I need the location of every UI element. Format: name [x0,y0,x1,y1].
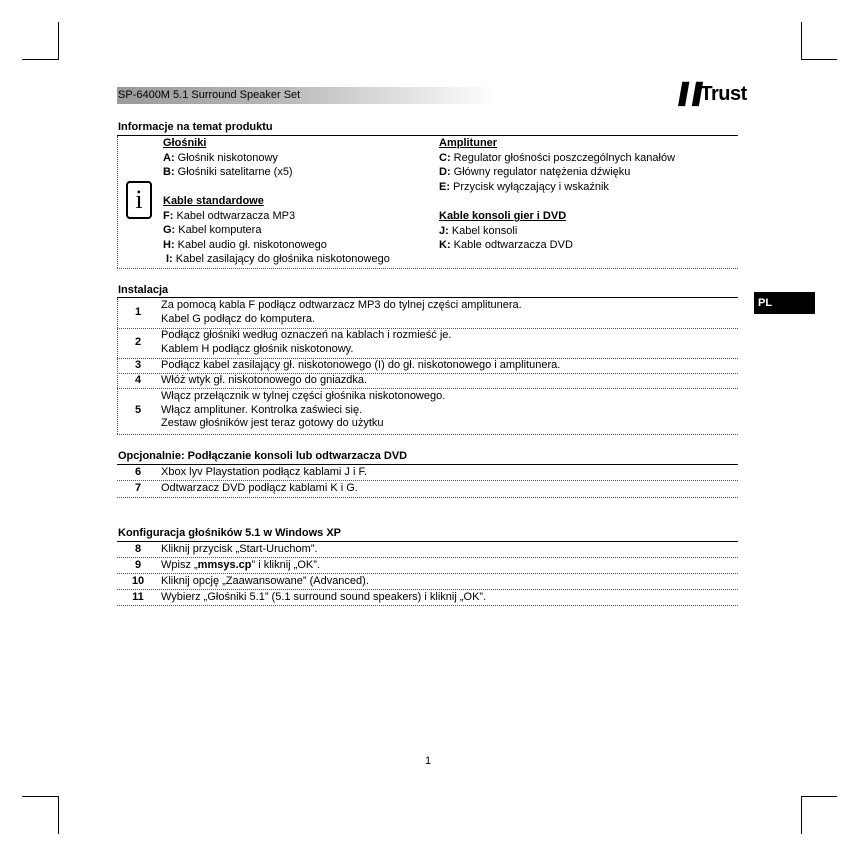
table-row [117,543,738,557]
step-number: 8 [134,543,142,555]
info-icon: i [126,181,152,219]
list-item: A: Głośnik niskotonowy [163,151,278,164]
step-number: 4 [134,374,142,386]
table-row [117,591,738,605]
speakers-list [163,136,293,180]
crop-mark [58,796,59,834]
row-separator [117,573,738,574]
step-number: 3 [134,359,142,371]
language-tab: PL [754,292,815,314]
list-item: K: Kable odtwarzacza DVD [439,239,573,251]
speakers-heading: Głośniki [163,137,207,149]
step-number: 5 [134,404,142,416]
row-separator [117,268,738,269]
step-number: 10 [131,575,145,587]
step-number: 9 [134,559,142,571]
step-text: Podłącz kabel zasilający gł. niskotonowego (I) do gł. niskotonowego i amplitunera. [161,359,561,371]
page-number: 1 [425,755,432,767]
row-separator [117,589,738,590]
step-text: Włóż wtyk gł. niskotonowego do gniazdka. [161,374,368,386]
config-title: Konfiguracja głośników 5.1 w Windows XP [118,527,341,539]
crop-mark [801,796,802,834]
row-separator [117,557,738,558]
table-row [117,390,738,432]
section-border [117,136,119,268]
row-separator [117,497,738,498]
cables-list [163,194,390,267]
trust-logo: ▐▐Trust [671,83,747,105]
crop-mark [22,59,59,60]
step-text: Xbox lyv Playstation podłącz kablami J i F. [161,466,368,478]
step-number: 6 [134,466,142,478]
step-text: Podłącz głośniki według oznaczeń na kablach i rozmieść je. Kablem H podłącz głośnik niskotonowy. [161,329,452,355]
cables-heading: Kable standardowe [163,195,264,207]
table-row [117,374,738,388]
step-text: Włącz przełącznik w tylnej części głośnika niskotonowego. Włącz amplituner. Kontrolka zaświeci się. Zestaw głośników jest teraz gotowy do użytku [161,390,446,429]
list-item: E: Przycisk wyłączający i wskaźnik [439,180,609,193]
step-number: 1 [134,306,142,318]
row-separator [117,434,738,435]
step-text: Wpisz „mmsys.cp” i kliknij „OK”. [161,559,320,571]
crop-mark [58,22,59,60]
crop-mark [801,22,802,60]
list-item: F: Kabel odtwarzacza MP3 [163,209,296,222]
table-row [117,359,738,373]
table-row [117,575,738,589]
row-separator [117,605,738,606]
list-item: H: Kabel audio gł. niskotonowego [163,238,327,251]
table-row [117,466,738,480]
amplifier-list [439,136,675,194]
list-item: G: Kabel komputera [163,224,262,236]
list-item: I: Kabel zasilający do głośnika niskotonowego [166,253,390,265]
step-text: Wybierz „Głośniki 5.1” (5.1 surround sound speakers) i kliknij „OK”. [161,591,487,603]
step-text: Za pomocą kabla F podłącz odtwarzacz MP3 do tylnej części amplitunera. Kabel G podłącz do komputera. [161,299,522,325]
document-title: SP-6400M 5.1 Surround Speaker Set [118,89,301,101]
step-number: 2 [134,336,142,348]
optional-title: Opcjonalnie: Podłączanie konsoli lub odtwarzacza DVD [118,450,408,462]
crop-mark [801,59,837,60]
list-item: B: Głośniki satelitarne (x5) [163,166,293,178]
step-number: 7 [134,482,142,494]
table-row [117,559,738,573]
section-rule [117,464,738,465]
list-item: C: Regulator głośności poszczególnych kanałów [439,151,676,164]
step-text: Kliknij opcję „Zaawansowane” (Advanced). [161,575,369,587]
row-separator [117,388,738,389]
step-number: 11 [132,591,144,603]
section-rule [117,297,738,298]
crop-mark [801,796,837,797]
step-text: Odtwarzacz DVD podłącz kablami K i G. [161,482,358,494]
table-row [117,482,738,496]
installation-title: Instalacja [118,284,169,296]
section-rule [117,541,738,542]
console-heading: Kable konsoli gier i DVD [439,210,567,222]
product-info-title: Informacje na temat produktu [118,121,273,133]
list-item: J: Kabel konsoli [439,224,518,237]
console-list [439,209,573,253]
step-text: Kliknij przycisk „Start-Uruchom”. [161,543,318,555]
row-separator [117,480,738,481]
amplifier-heading: Amplituner [439,137,498,149]
table-row [117,329,738,357]
table-row [117,299,738,327]
crop-mark [22,796,59,797]
list-item: D: Główny regulator natężenia dźwięku [439,166,631,178]
